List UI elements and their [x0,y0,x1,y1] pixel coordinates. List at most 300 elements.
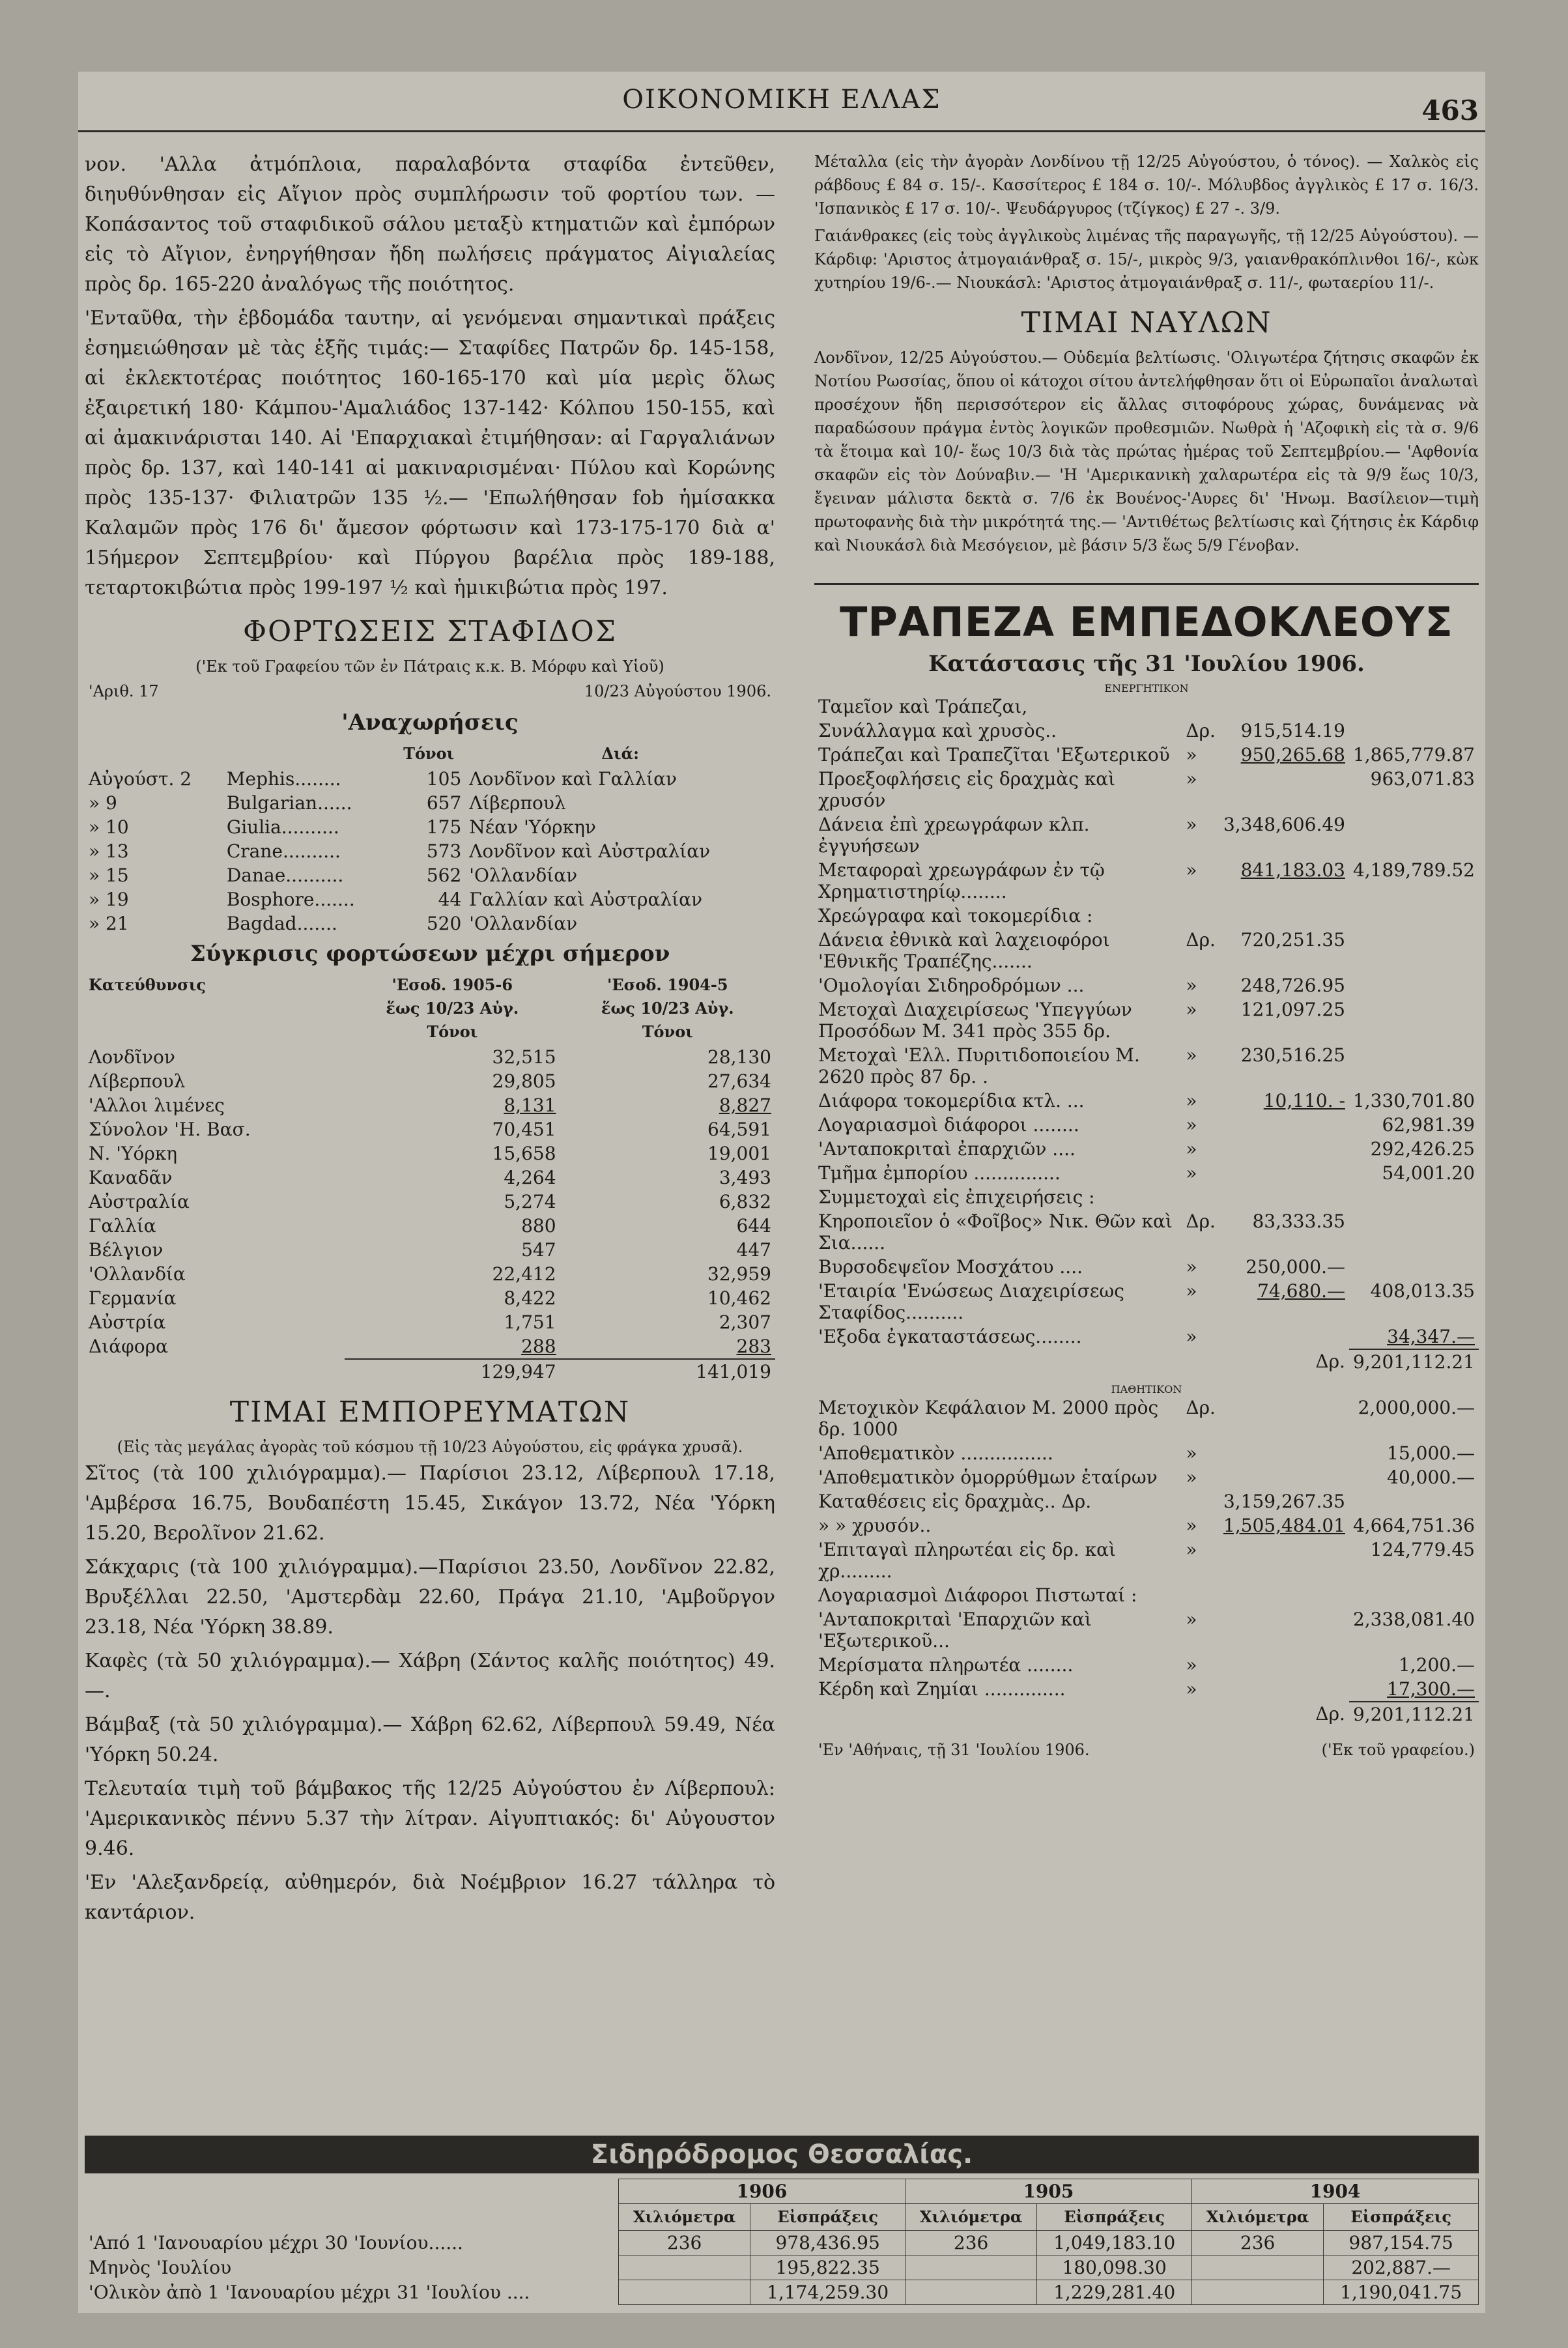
liabilities-total: 9,201,112.21 [1349,1702,1479,1726]
bank-place-date: 'Εν 'Αθήναις, τῇ 31 'Ιουλίου 1906. [818,1741,1090,1759]
km-1905: 236 [905,2231,1036,2255]
table-row [814,1255,1479,1279]
table-row [814,1279,1479,1324]
coffee-prices: Καφὲς (τὰ 50 χιλιόγραμμα).— Χάβρη (Σάντος καλῆς ποιότητος) 49.—. [85,1650,775,1702]
liability-currency [1182,1583,1219,1607]
asset-label: Χρεώγραφα καὶ τοκομερίδια : [818,905,1093,926]
cotton-alexandria-note: 'Εν 'Αλεξανδρείᾳ, αὐθημερόν, διὰ Νοέμβριον 16.27 τάλληρα τὸ καντάριον. [85,1871,775,1924]
table-row [85,815,775,839]
asset-label: 'Εταιρία 'Ενώσεως Διαχειρίσεως Σταφίδος.......... [818,1280,1124,1323]
asset-subtotal [1349,1209,1479,1255]
liability-label: 'Ανταποκριταὶ 'Επαρχιῶν καὶ 'Εξωτερικοῦ... [818,1609,1092,1652]
destination-name: Γερμανία [89,1287,177,1309]
season-b-value: 32,959 [707,1263,771,1285]
liability-amount [1219,1607,1349,1653]
freight-report: Λονδῖνον, 12/25 Αὐγούστου.— Οὐδεμία βελτίωσις. 'Ολιγωτέρα ζήτησις σκαφῶν ἐκ Νοτίου Ρωσσίας, ὅπου οἱ κάτοχοι σίτου ἀντελήφθησαν ὅτι οἱ Εὐρωπαῖοι ἀναλωταὶ προσέχουν ἤδη περισσότερον εἰς ἄλλας σιτοφόρους χώρας, δυνάμενας νὰ παραδώσουν πράγμα ἐντὸς λογικῶν προθεσμιῶν. Νωθρὰ ἡ 'Αζοφικὴ εἰς τὰ σ. 9/6 τὰ ἕτοιμα καὶ 10/- ἕως 10/3 διὰ τὰς πρώτας ἡμέρας τοῦ Σεπτεμβρίου.— 'Αφθονία σκαφῶν εἰς τὸν Δούναβιν.— 'Η 'Αμερικανικὴ χαλαρωτέρα εἰς τὰ 9/9 ἕως 10/3, ἔγειναν μάλιστα δεκτὰ σ. 7/6 ἐκ Βουένος-'Αυρες δι' 'Ηνωμ. Βασίλειον—τιμὴ πρωτοφανὴς διὰ τὴν μικρότητά της.— 'Αντιθέτως βελτίωσις καὶ ζήτησις ἐκ Κάρδιφ καὶ Νιουκάσλ διὰ Μεσόγειον, μὲ βάσιν 5/3 ἕως 5/9 Γένοβαν. [814,349,1479,554]
asset-subtotal: 292,426.25 [1370,1138,1475,1160]
asset-amount: 915,514.19 [1240,720,1345,741]
season-a-value: 29,805 [492,1070,556,1092]
revenue-1904: 202,887.— [1324,2255,1479,2280]
season-b-value: 2,307 [719,1311,771,1333]
liability-currency: » [1186,1442,1197,1464]
asset-amount [1219,1161,1349,1185]
destination-name: 'Αλλοι λιμένες [89,1095,225,1116]
liability-label: Κέρδη καὶ Ζημίαι .............. [818,1678,1066,1700]
liability-currency [1182,1489,1219,1513]
asset-label: Συμμετοχαὶ εἰς ἐπιχειρήσεις : [818,1186,1095,1208]
asset-subtotal: 408,013.35 [1370,1280,1475,1302]
revenue-1905: 1,049,183.10 [1037,2231,1192,2255]
revenue-1905: 1,229,281.40 [1037,2280,1192,2305]
season-b-total: 141,019 [560,1359,775,1384]
liability-currency: » [1186,1678,1197,1700]
table-row [814,1089,1479,1113]
asset-subtotal [1349,812,1479,858]
destination-name: Ν. 'Υόρκη [89,1143,178,1164]
liability-currency: » [1186,1467,1197,1488]
liability-label: Καταθέσεις εἰς δραχμὰς.. Δρ. [818,1491,1092,1512]
destination-name: Σύνολον 'Η. Βασ. [89,1119,251,1140]
km-1904: 236 [1191,2231,1323,2255]
shipment-destination: Λίβερπουλ [469,792,566,814]
table-row [814,973,1479,997]
shipment-date: » 10 [89,816,129,838]
totals-row [85,1359,775,1384]
liability-currency: » [1186,1515,1197,1536]
revenue-header: Εἰσπράξεις [1324,2204,1479,2231]
right-column [814,150,1479,1763]
asset-subtotal [1349,928,1479,973]
table-row [814,1161,1479,1185]
season-b-value: 3,493 [719,1167,771,1188]
shipments-date: 10/23 Αὐγούστου 1906. [584,682,771,700]
table-row [814,1465,1479,1489]
asset-subtotal [1349,973,1479,997]
season-a-value: 1,751 [504,1311,556,1333]
km-1906: 236 [618,2231,750,2255]
km-header: Χιλιόμετρα [1191,2204,1323,2231]
comparison-heading: Σύγκρισις φορτώσεων μέχρι σήμερον [190,941,670,967]
revenue-1906: 1,174,259.30 [750,2280,905,2305]
ship-name: Bosphore....... [226,889,355,910]
table-row [814,928,1479,973]
season-b-subheader: ἕως 10/23 Αὐγ. [601,999,734,1018]
revenue-1905: 180,098.30 [1037,2255,1192,2280]
table-row [85,1117,775,1141]
asset-label: Μεταφοραὶ χρεωγράφων ἐν τῷ Χρηματιστηρίῳ........ [818,859,1105,902]
asset-label: 'Εξοδα ἐγκαταστάσεως........ [818,1326,1082,1347]
table-row [814,1489,1479,1513]
asset-subtotal [1349,719,1479,743]
liability-label: 'Αποθεματικὸν ὁμορρύθμων ἑταίρων [818,1467,1158,1488]
liability-subtotal [1349,1489,1479,1513]
liability-amount [1219,1396,1349,1441]
destination-name: Αὐστρία [89,1311,166,1333]
revenue-1904: 987,154.75 [1324,2231,1479,2255]
period-label: 'Από 1 'Ιανουαρίου μέχρι 30 'Ιουνίου...... [89,2231,463,2254]
shipment-date: Αὐγούστ. 2 [89,768,192,790]
table-row [85,791,775,815]
season-a-unit: Τόνοι [427,1022,478,1041]
table-row [814,1607,1479,1653]
asset-amount: 250,000.— [1246,1256,1345,1278]
asset-currency: » [1186,1256,1197,1278]
metals-prices: Μέταλλα (εἰς τὴν ἀγορὰν Λονδίνου τῇ 12/25 Αὐγούστου, ὁ τόνος). — Χαλκὸς εἰς ράβδους £ 84 σ. 15/-. Κασσίτερος £ 184 σ. 10/-. Μόλυβδος ἀγγλικὸς £ 17 σ. 16/3. 'Ισπανικὸς £ 17 σ. 10/-. Ψευδάργυρος (τζίγκος) £ 27 -. 3/9. [814,152,1479,218]
left-column [85,150,775,1932]
raisin-market-paragraph-1: νον. 'Αλλα ἀτμόπλοια, παραλαβόντα σταφίδα ἐντεῦθεν, διηυθύνθησαν εἰς Αἴγιον πρὸς συμπλήρωσιν τοῦ φορτίου των. — Κοπάσαντος τοῦ σταφιδικοῦ σάλου μεταξὺ κτηματιῶν καὶ ἐμπόρων εἰς τὸ Αἴγιον, ἐνηργήθησαν ἤδη πωλήσεις πράγματος Αἰγιαλείας πρὸς δρ. 165-220 ἀναλόγως τῆς ποιότητος. [85,153,775,296]
asset-currency: » [1186,1044,1197,1066]
asset-currency: » [1186,814,1197,835]
liability-label: Μετοχικὸν Κεφάλαιον Μ. 2000 πρὸς δρ. 1000 [818,1397,1159,1440]
km-header: Χιλιόμετρα [618,2204,750,2231]
shipment-destination: 'Ολλανδίαν [469,865,578,886]
asset-subtotal: 34,347.— [1387,1326,1475,1347]
sugar-prices: Σάκχαρις (τὰ 100 χιλιόγραμμα).—Παρίσιοι 23.50, Λονδῖνον 22.82, Βρυξέλλαι 22.50, 'Αμστερδὰμ 22.60, Πράγα 21.10, 'Αμβοῦργον 23.18, Νέα 'Υόρκη 38.89. [85,1556,775,1639]
asset-amount [1219,694,1349,719]
asset-label: 'Ομολογίαι Σιδηροδρόμων ... [818,975,1085,996]
season-a-value: 880 [521,1215,556,1237]
asset-subtotal: 62,981.39 [1382,1114,1475,1136]
asset-label: Δάνεια ἐθνικὰ καὶ λαχειοφόροι 'Εθνικῆς Τραπέζης....... [818,929,1110,972]
asset-subtotal: 1,865,779.87 [1352,744,1475,766]
liability-subtotal: 15,000.— [1387,1442,1475,1464]
season-a-value: 5,274 [504,1191,556,1212]
cotton-prices: Βάμβαξ (τὰ 50 χιλιόγραμμα).— Χάβρη 62.62, Λίβερπουλ 59.49, Νέα 'Υόρκη 50.24. [85,1713,775,1766]
asset-currency: » [1186,975,1197,996]
table-row [814,1113,1479,1137]
asset-label: Διάφορα τοκομερίδια κτλ. ... [818,1090,1085,1111]
asset-currency [1182,1185,1219,1209]
season-b-header: 'Εσοδ. 1904-5 [607,975,728,994]
wheat-prices: Σῖτος (τὰ 100 χιλιόγραμμα).— Παρίσιοι 23.12, Λίβερπουλ 17.18, 'Αμβέρσα 16.75, Βουδαπέστη 15.45, Σικάγον 13.72, Νέα 'Υόρκη 15.20, Βερολῖνον 21.62. [85,1462,775,1545]
table-row [814,1583,1479,1607]
commodity-prices-subtitle: (Εἰς τὰς μεγάλας ἀγορὰς τοῦ κόσμου τῇ 10/23 Αὐγούστου, εἰς φράγκα χρυσᾶ). [117,1438,743,1456]
asset-currency: Δρ. [1186,1210,1216,1232]
season-b-value: 283 [736,1336,771,1357]
liability-amount [1219,1653,1349,1677]
asset-subtotal: 1,330,701.80 [1352,1090,1475,1111]
table-row [814,858,1479,904]
departures-heading: 'Αναχωρήσεις [341,709,519,736]
asset-label: Τράπεζαι καὶ Τραπεζῖται 'Εξωτερικοῦ [818,744,1170,766]
bank-footer [814,1737,1479,1763]
year-1904-header: 1904 [1191,2179,1478,2204]
asset-currency: » [1186,768,1197,790]
table-row [85,1166,775,1190]
asset-amount [1219,1113,1349,1137]
table-row [814,1396,1479,1441]
liability-amount [1219,1465,1349,1489]
revenue-header: Εἰσπράξεις [750,2204,905,2231]
asset-label: Κηροποιεῖον ὁ «Φοῖβος» Νικ. Θῶν καὶ Σια...... [818,1210,1173,1253]
liabilities-total-currency: Δρ. [1315,1703,1345,1725]
season-b-value: 10,462 [707,1287,771,1309]
asset-amount: 230,516.25 [1240,1044,1345,1066]
assets-table [814,694,1479,1374]
ship-name: Mephis........ [226,768,341,790]
table-row [85,1045,775,1069]
season-b-value: 447 [736,1239,771,1261]
bank-title: ΤΡΑΠΕΖΑ ΕΜΠΕΔΟΚΛΕΟΥΣ [814,583,1479,646]
shipment-tons: 657 [426,792,462,814]
comparison-table [85,972,775,1384]
shipments-heading: ΦΟΡΤΩΣΕΙΣ ΣΤΑΦΙΔΟΣ [243,615,617,648]
liability-amount [1219,1677,1349,1702]
table-row [85,839,775,863]
destination-header: Κατεύθυνσις [89,975,206,994]
table-row [85,1190,775,1214]
liability-label: Λογαριασμοὶ Διάφοροι Πιστωταί : [818,1584,1137,1606]
liability-currency: » [1186,1654,1197,1676]
table-row [814,694,1479,719]
table-row [814,1677,1479,1702]
asset-label: Μετοχαὶ 'Ελλ. Πυριτιδοποιείου Μ. 2620 πρὸς 87 δρ. . [818,1044,1140,1087]
table-row [85,1238,775,1262]
liability-amount: 3,159,267.35 [1223,1491,1345,1512]
liability-subtotal: 1,200.— [1398,1654,1475,1676]
asset-currency [1182,904,1219,928]
table-row [814,1185,1479,1209]
asset-currency: » [1186,1090,1197,1111]
assets-heading: ΕΝΕΡΓΗΤΙΚΟΝ [1104,682,1189,694]
table-row [85,1262,775,1286]
liability-subtotal: 4,664,751.36 [1352,1515,1475,1536]
asset-subtotal: 963,071.83 [1370,768,1475,790]
liability-label: 'Επιταγαὶ πληρωτέαι εἰς δρ. καὶ χρ......... [818,1539,1117,1582]
year-1905-header: 1905 [905,2179,1191,2204]
liability-amount [1219,1538,1349,1583]
table-row [814,743,1479,767]
season-b-value: 6,832 [719,1191,771,1212]
season-a-value: 288 [521,1336,556,1357]
revenue-1904: 1,190,041.75 [1324,2280,1479,2305]
table-row [814,1653,1479,1677]
coal-prices: Γαιάνθρακες (εἰς τοὺς ἀγγλικοὺς λιμένας τῆς παραγωγῆς, τῇ 12/25 Αὐγούστου). — Κάρδιφ: 'Αριστος ἀτμογαιάνθραξ σ. 15/-, μικρὸς 9/3, γαιανθρακόπλινθοι 16/-, κὼκ χυτηρίου 19/6-.— Νιουκάσλ: 'Αριστος ἀτμογαιάνθραξ σ. 11/-, φωταερίου 11/-. [814,227,1479,292]
asset-label: Συνάλλαγμα καὶ χρυσὸς.. [818,720,1057,741]
period-label: Μηνὸς 'Ιουλίου [89,2256,232,2278]
asset-currency: » [1186,859,1197,881]
liability-currency: Δρ. [1186,1397,1216,1418]
asset-amount: 10,110. - [1263,1090,1345,1111]
shipment-date: » 21 [89,913,129,934]
liability-subtotal: 40,000.— [1387,1467,1475,1488]
season-a-value: 22,412 [492,1263,556,1285]
asset-currency: » [1186,744,1197,766]
season-a-total: 129,947 [345,1359,560,1384]
asset-subtotal [1349,904,1479,928]
destination-name: Γαλλία [89,1215,156,1237]
page-header [78,72,1485,132]
asset-subtotal [1349,1043,1479,1089]
liability-label: Μερίσματα πληρωτέα ........ [818,1654,1074,1676]
table-row [814,767,1479,812]
liability-amount: 1,505,484.01 [1223,1515,1345,1536]
shipment-destination: 'Ολλανδίαν [469,913,578,934]
table-row [85,863,775,887]
asset-subtotal: 54,001.20 [1382,1162,1475,1184]
asset-amount: 83,333.35 [1252,1210,1345,1232]
asset-amount: 248,726.95 [1240,975,1345,996]
asset-label: Βυρσοδεψεῖον Μοσχάτου .... [818,1256,1083,1278]
via-header: Διά: [601,744,639,763]
asset-currency [1182,694,1219,719]
asset-currency: » [1186,1326,1197,1347]
season-b-value: 64,591 [707,1119,771,1140]
shipments-meta [85,678,775,704]
ship-name: Bulgarian...... [226,792,352,814]
season-b-value: 644 [736,1215,771,1237]
km-1904 [1191,2280,1323,2305]
asset-currency: Δρ. [1186,929,1216,951]
shipment-date: » 9 [89,792,117,814]
season-a-value: 15,658 [492,1143,556,1164]
asset-currency: » [1186,1138,1197,1160]
shipment-destination: Γαλλίαν καὶ Αὐστραλίαν [469,889,703,910]
asset-amount: 841,183.03 [1240,859,1345,881]
km-1905 [905,2255,1036,2280]
table-row [814,1538,1479,1583]
km-1904 [1191,2255,1323,2280]
liability-subtotal [1349,1583,1479,1607]
liability-amount [1219,1583,1349,1607]
destination-name: Διάφορα [89,1336,168,1357]
railway-heading: Σιδηρόδρομος Θεσσαλίας. [85,2136,1479,2173]
km-1906 [618,2255,750,2280]
shipment-destination: Νέαν 'Υόρκην [469,816,596,838]
table-row [85,1334,775,1359]
asset-amount [1219,904,1349,928]
shipment-tons: 175 [426,816,462,838]
season-a-value: 32,515 [492,1046,556,1068]
table-row [814,812,1479,858]
asset-subtotal [1349,997,1479,1043]
table-row [85,1286,775,1310]
raisin-market-paragraph-2: 'Ενταῦθα, τὴν ἑβδομάδα ταυτην, αἱ γενόμεναι σημαντικαὶ πράξεις ἐσημειώθησαν μὲ τὰς ἑξῆς τιμάς:— Σταφίδες Πατρῶν δρ. 145-158, αἱ ἐκλεκτοτέρας ποιότητος 160-165-170 καὶ μία μερὶς ὅλως ἐξαιρετική 180· Κάμπου-'Αμαλιάδος 137-142· Κόλπου 150-155, καὶ αἱ ἀμακινάρισται 140. Αἱ 'Επαρχιακαὶ ἐτιμήθησαν: αἱ Γαργαλιάνων πρὸς δρ. 137, καὶ 140-141 αἱ μακιναρισμέναι· Πύλου καὶ Κορώνης πρὸς 135-137· Φιλιατρῶν 135 ½.— 'Επωλήθησαν fob ἡμίσακκα Καλαμῶν πρὸς 176 δι' ἄμεσον φόρτωσιν καὶ 173-175-170 διὰ α' 15ήμερον Σεπτεμβρίου· καὶ Πύργου βαρέλια πρὸς 189-188, τεταρτοκιβώτια πρὸς 199-197 ½ καὶ ἡμικιβώτια πρὸς 197. [85,307,775,599]
liability-subtotal: 17,300.— [1387,1678,1475,1700]
shipment-date: » 13 [89,840,129,862]
railway-table [85,2179,1479,2305]
asset-currency: » [1186,1280,1197,1302]
season-a-value: 8,422 [504,1287,556,1309]
page-number: 463 [1421,94,1479,126]
bank-statement-date: Κατάστασις τῆς 31 'Ιουλίου 1906. [928,651,1365,677]
liability-label: » » χρυσόν.. [818,1515,932,1536]
liability-amount [1219,1441,1349,1465]
table-row [814,719,1479,743]
season-b-value: 28,130 [707,1046,771,1068]
assets-total-row [814,1349,1479,1374]
season-a-value: 4,264 [504,1167,556,1188]
asset-amount [1219,1137,1349,1161]
asset-subtotal [1349,1185,1479,1209]
shipment-tons: 44 [438,889,462,910]
liability-subtotal: 2,000,000.— [1358,1397,1475,1418]
table-row [814,1324,1479,1349]
liabilities-total-row [814,1702,1479,1726]
journal-page [78,72,1485,2313]
shipments-number: 'Αριθ. 17 [89,682,159,700]
table-row [85,1141,775,1166]
season-a-value: 547 [521,1239,556,1261]
asset-amount: 74,680.— [1257,1280,1345,1302]
destination-name: Λίβερπουλ [89,1070,186,1092]
shipment-destination: Λονδῖνον καὶ Αὐστραλίαν [469,840,711,862]
table-row [85,767,775,791]
assets-total-currency: Δρ. [1315,1351,1345,1372]
table-row [85,1310,775,1334]
shipment-date: » 19 [89,889,129,910]
revenue-1906: 978,436.95 [750,2231,905,2255]
asset-subtotal [1349,1255,1479,1279]
asset-amount [1219,1324,1349,1349]
season-b-value: 19,001 [707,1143,771,1164]
running-title: ΟΙΚΟΝΟΜΙΚΗ ΕΛΛΑΣ [622,85,941,115]
freight-heading: ΤΙΜΑΙ ΝΑΥΛΩΝ [1021,306,1272,339]
revenue-1906: 195,822.35 [750,2255,905,2280]
destination-name: Λονδῖνον [89,1046,175,1068]
asset-label: Λογαριασμοὶ διάφοροι ........ [818,1114,1079,1136]
season-a-value: 70,451 [492,1119,556,1140]
table-row [814,1441,1479,1465]
ship-name: Crane.......... [226,840,341,862]
table-row [85,1214,775,1238]
asset-amount [1219,1185,1349,1209]
season-b-value: 8,827 [719,1095,771,1116]
km-header: Χιλιόμετρα [905,2204,1036,2231]
table-row [814,1137,1479,1161]
shipment-tons: 520 [426,913,462,934]
table-row [85,1093,775,1117]
liability-currency: » [1186,1539,1197,1560]
ship-name: Danae.......... [226,865,344,886]
railway-section [85,2130,1479,2305]
shipment-tons: 562 [426,865,462,886]
table-row [85,1069,775,1093]
ship-name: Giulia.......... [226,816,339,838]
destination-name: 'Ολλανδία [89,1263,186,1285]
asset-amount: 121,097.25 [1240,999,1345,1020]
shipment-destination: Λονδῖνον καὶ Γαλλίαν [469,768,677,790]
asset-label: Ταμεῖον καὶ Τράπεζαι, [818,696,1028,717]
asset-label: Δάνεια ἐπὶ χρεωγράφων κλπ. ἐγγυήσεων [818,814,1090,857]
season-b-unit: Τόνοι [642,1022,693,1041]
asset-amount: 950,265.68 [1240,744,1345,766]
liability-currency: » [1186,1609,1197,1630]
shipment-date: » 15 [89,865,129,886]
asset-currency: » [1186,1162,1197,1184]
tons-header: Τόνοι [403,744,455,763]
bank-source-note: ('Εκ τοῦ γραφείου.) [1321,1741,1475,1759]
period-label: 'Ολικὸν ἀπὸ 1 'Ιανουαρίου μέχρι 31 'Ιουλίου .... [89,2281,530,2303]
km-1905 [905,2280,1036,2305]
table-row [814,997,1479,1043]
destination-name: Βέλγιον [89,1239,164,1261]
table-row [85,911,775,936]
season-b-value: 27,634 [707,1070,771,1092]
revenue-header: Εἰσπράξεις [1037,2204,1192,2231]
cotton-liverpool-note: Τελευταία τιμὴ τοῦ βάμβακος τῆς 12/25 Αὐγούστου ἐν Λίβερπουλ: 'Αμερικανικὸς πέννυ 5.37 τὴν λίτραν. Αἰγυπτιακός: δι' Αὐγουστον 9.46. [85,1777,775,1860]
destination-name: Αὐστραλία [89,1191,190,1212]
season-a-header: 'Εσοδ. 1905-6 [392,975,513,994]
table-row [814,1043,1479,1089]
asset-currency: Δρ. [1186,720,1216,741]
table-row [814,904,1479,928]
table-row [85,2255,1479,2280]
liabilities-heading: ΠΑΘΗΤΙΚΟΝ [1111,1383,1182,1396]
table-row [85,887,775,911]
asset-amount [1219,767,1349,812]
shipments-table [85,741,775,936]
